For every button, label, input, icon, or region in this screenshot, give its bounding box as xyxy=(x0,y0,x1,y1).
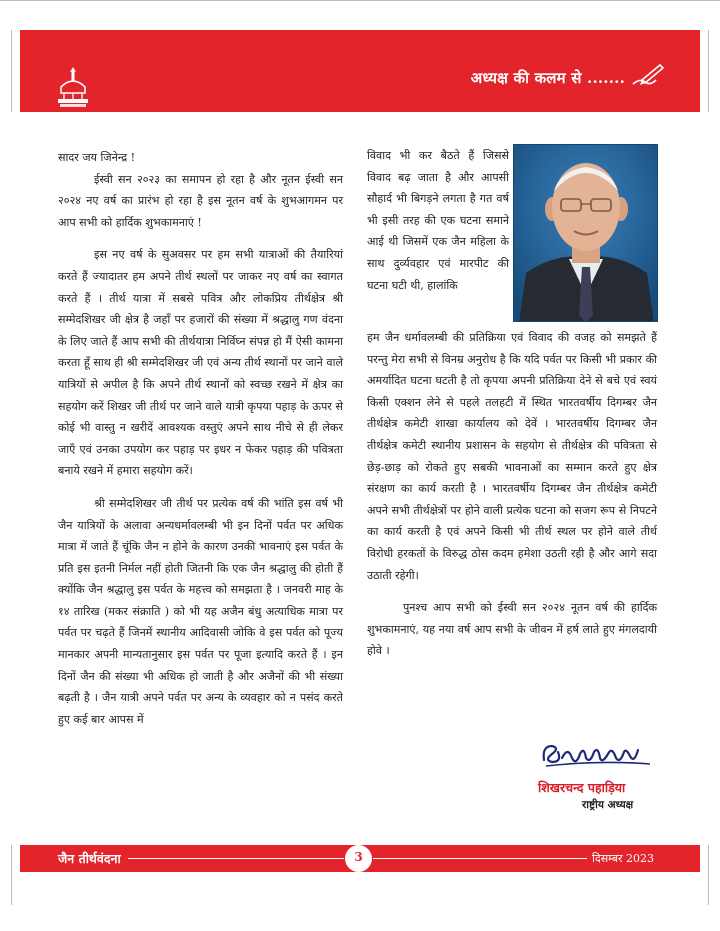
trim-mark xyxy=(11,845,12,905)
trim-mark xyxy=(11,30,12,112)
signature-image xyxy=(538,740,658,770)
magazine-name: जैन तीर्थवंदना xyxy=(58,851,121,866)
paragraph-pilgrimage: इस नए वर्ष के सुअवसर पर हम सभी यात्राओं की तैयारियां करते हैं ज्यादातर हम अपने तीर्थ स्थलों पर जाकर नए वर्ष का स्वागत करते हैं । तीर्थ यात्रा में सबसे पवित्र और लोकप्रिय तीर्थक्षेत्र श्री सम्मेदशिखर जी क्षेत्र है जहाँ पर हजारों की संख्या में श्रद्धालु गण वंदना के लिए जाते हैं आप सभी की तीर्थयात्रा निर्विघ्न संपन्न हो मैं ऐसी कामना करता हूँ साथ ही श्री सम्मेदशिखर जी एवं अन्य तीर्थ स्थानों पर जाने वाले यात्रियों से अपील है कि अपने तीर्थ स्थानों को स्वच्छ रखने में क्षेत्र का सहयोग करें शिखर जी तीर्थ पर जाने वाले यात्री कृपया पहाड़ के ऊपर से कोई भी वास्तु न खरीदें आवश्यक वस्तुएं अपने साथ नीचे से ही लेकर जाएँ एवं उनका उपयोग कर पहाड़ पर इधर न फेकर पहाड़ की पवित्रता बनाये रखने में हमारा सहयोग करें। xyxy=(58,248,343,478)
pen-icon xyxy=(630,62,666,88)
article-right-column xyxy=(367,327,657,662)
trim-mark xyxy=(708,845,709,905)
issue-date: दिसम्बर 2023 xyxy=(592,852,654,865)
article-left-column xyxy=(58,147,343,730)
jain-tirth-vandana-logo-icon xyxy=(55,63,91,109)
author-title: राष्ट्रीय अध्यक्ष xyxy=(582,799,634,811)
salutation: सादर जय जिनेन्द्र ! xyxy=(58,151,136,164)
paragraph-sammed-shikhar: श्री सम्मेदशिखर जी तीर्थ पर प्रत्येक वर्ष की भांति इस वर्ष भी जैन यात्रियों के अलावा अन्यधर्मावलम्बी भी इन दिनों पर्वत पर अधिक मात्रा में जाते हैं चूंकि जैन न होने के कारण उनकी भावनाएं इस पर्वत के प्रति इस इतनी निर्मल नहीं होती जितनी कि एक जैन श्रद्धालु की होती हैं क्योंकि जैन श्रद्धालु इस पर्वत के महत्त्व को समझता है । जनवरी माह के १४ तारिख (मकर संक्राति ) को भी यह अजैन बंधु अत्याधिक मात्रा पर पर्वत पर चढ़ते हैं जिनमें स्थानीय आदिवासी जोकि वे इस पर्वत को पूज्य मानकार अपनी मान्यतानुसार इस पर्वत पर पूजा इत्यादि करते हैं । इन दिनों जैन की संख्या भी अधिक हो जाती है और अजैनों की भी संख्या बढ़ती है । जैन यात्री अपने पर्वत पर अन्य के व्यवहार को न पसंद करते हुए कई बार आपस में xyxy=(58,496,343,726)
author-portrait xyxy=(513,144,658,322)
closing-paragraph: पुनश्च आप सभी को ईस्वी सन २०२४ नूतन वर्ष की हार्दिक शुभकामनाएं, यह नया वर्ष आप सभी के जीवन में हर्ष लाते हुए मंगलदायी होवे । xyxy=(367,601,657,658)
footer-rule-left xyxy=(128,858,344,859)
page-number: 3 xyxy=(354,850,363,864)
column-title: अध्यक्ष की कलम से ....... xyxy=(470,69,625,87)
trim-mark xyxy=(708,30,709,112)
article-right-top-text: विवाद भी कर बैठते हैं जिससे विवाद बढ़ जाता है और आपसी सौहार्द भी बिगड़ने लगता है गत वर्ष भी इसी तरह की एक घटना समाने आई थी जिसमें एक जैन महिला के साथ दुर्व्यवहार एवं मारपीट की घटना घटी थी, हालांकि xyxy=(367,149,509,292)
trim-mark xyxy=(0,0,720,1)
footer-rule-right xyxy=(373,858,587,859)
author-name: शिखरचन्द पहाड़िया xyxy=(538,780,626,795)
page-number-badge xyxy=(345,845,372,872)
paragraph-request: हम जैन धर्मावलम्बी की प्रतिक्रिया एवं विवाद की वजह को समझते हैं परन्तु मेरा सभी से विनम्र अनुरोध है कि यदि पर्वत पर किसी भी प्रकार की अमर्यादित घटना घटती है तो कृपया अपनी प्रतिक्रिया देने से बचे एवं स्वयं किसी एक्शन लेने से पहले तलहटी में स्थित भारतवर्षीय दिगम्बर जैन तीर्थक्षेत्र कमेटी शाखा कार्यालय को देवें । भारतवर्षीय दिगम्बर जैन तीर्थक्षेत्र कमेटी स्थानीय प्रशासन के सहयोग से तीर्थक्षेत्र की पवित्रता से छेड़-छाड़ को रोकते हुए सबकी भावनाओं का सम्मान करते हुए क्षेत्र संरक्षण का कार्य करती है । भारतवर्षीय दिगम्बर जैन तीर्थक्षेत्र कमेटी अपने सभी तीर्थक्षेत्रों पर होने वाली प्रत्येक घटना को सजग रूप से निपटने का कार्य करती है एवं अपने किसी भी तीर्थ स्थल पर होने वाले तीर्थ विरोधी हरकतों के विरुद्ध ठोस कदम हमेशा उठती रही है और आगे सदा उठाती रहेगी। xyxy=(367,331,657,582)
paragraph-new-year: ईस्वी सन २०२३ का समापन हो रहा है और नूतन ईस्वी सन २०२४ नए वर्ष का प्रारंभ हो रहा है इस नूतन वर्ष के शुभआगमन पर आप सभी को हार्दिक शुभकामनाएं ! xyxy=(58,172,343,229)
